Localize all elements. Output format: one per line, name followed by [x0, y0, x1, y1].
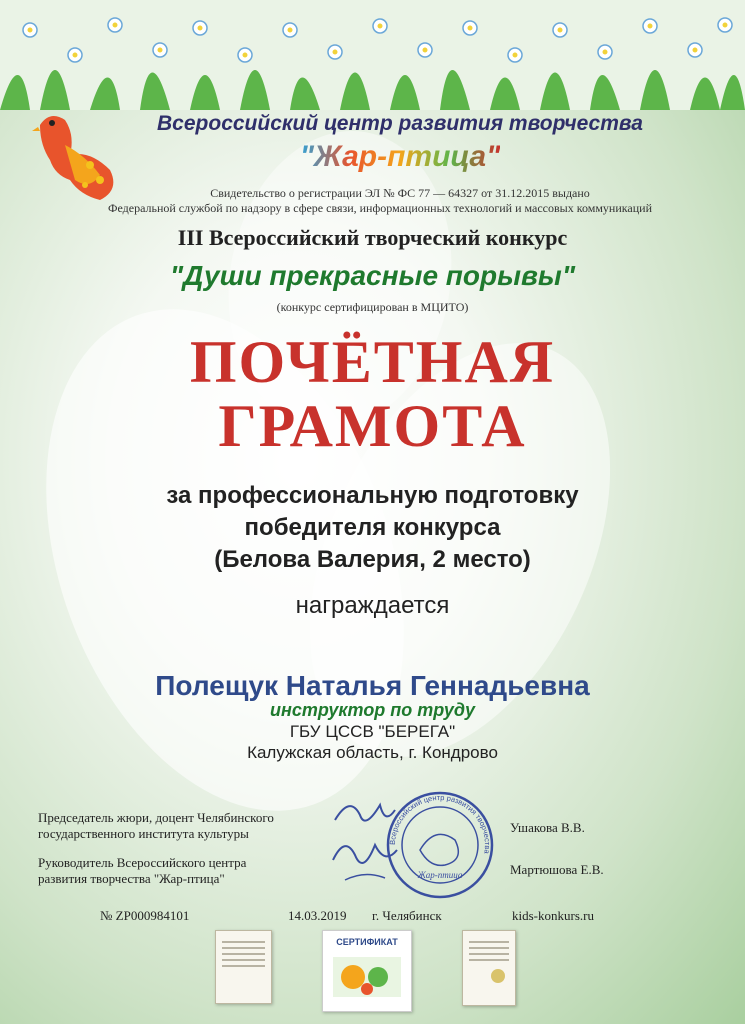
- chair-title: [38, 810, 274, 842]
- document-line: [469, 959, 509, 961]
- issue-city: г. Челябинск: [372, 908, 442, 923]
- website-link[interactable]: kids-konkurs.ru: [512, 908, 594, 923]
- recipient-position: инструктор по труду: [270, 700, 475, 720]
- head-name: Мартюшова Е.В.: [510, 862, 604, 877]
- chair-name: Ушакова В.В.: [510, 820, 585, 835]
- registration-line-2: Федеральной службой по надзору в сфере связи, информационных технологий и массовых коммуникаций: [107, 201, 652, 215]
- document-line: [469, 947, 509, 949]
- document-line: [222, 953, 265, 955]
- award-title-line-2: ГРАМОТА: [218, 393, 527, 459]
- document-line: [222, 965, 265, 967]
- head-title-line-2: развития творчества "Жар-птица": [38, 871, 225, 886]
- award-reason-line-2: победителя конкурса: [244, 514, 501, 541]
- stamp-ring-text: Всероссийский центр развития творчества: [387, 792, 493, 855]
- award-reason-line-3: (Белова Валерия, 2 место): [214, 546, 531, 573]
- head-title: [38, 855, 246, 887]
- contest-name: "Души прекрасные порывы": [169, 260, 576, 291]
- chair-title-line-2: государственного института культуры: [38, 826, 249, 841]
- flower-border: [0, 0, 745, 110]
- awarded-label: награждается: [295, 592, 450, 619]
- diploma-document-thumbnail: [462, 930, 516, 1006]
- chair-title-line-1: Председатель жюри, доцент Челябинского: [38, 810, 274, 825]
- document-line: [469, 953, 509, 955]
- official-stamp: [385, 790, 495, 900]
- recipient-organization: ГБУ ЦССВ "БЕРЕГА": [289, 722, 456, 741]
- award-title-line-1: ПОЧЁТНАЯ: [189, 329, 556, 395]
- contest-certification: (конкурс сертифицирован в МЦИТО): [276, 300, 469, 314]
- registration-line-1: Свидетельство о регистрации ЭЛ № ФС 77 — 64327 от 31.12.2015 выдано: [210, 186, 590, 200]
- organization-name-text: "Жар-птица": [299, 140, 501, 173]
- award-reason-line-1: за профессиональную подготовку: [166, 482, 579, 509]
- document-line: [222, 959, 265, 961]
- stamp-center-text: Жар-птица: [417, 870, 463, 880]
- organization-title: Всероссийский центр развития творчества: [157, 112, 643, 135]
- svg-text:Всероссийский центр развития т: [388, 793, 492, 855]
- document-seal: [491, 969, 505, 983]
- license-document-thumbnail: [215, 930, 272, 1004]
- head-title-line-1: Руководитель Всероссийского центра: [38, 855, 247, 870]
- document-line: [469, 941, 509, 943]
- certificate-graphic: [323, 947, 411, 1007]
- certificate-thumbnail: [322, 930, 412, 1012]
- organization-name: [60, 140, 740, 174]
- document-line: [222, 941, 265, 943]
- contest-title: III Всероссийский творческий конкурс: [177, 225, 568, 250]
- issue-date: 14.03.2019: [288, 908, 347, 923]
- document-line: [222, 947, 265, 949]
- recipient-region: Калужская область, г. Кондрово: [247, 743, 498, 762]
- recipient-name: Полещук Наталья Геннадьевна: [155, 670, 590, 701]
- certificate-label: СЕРТИФИКАТ: [336, 937, 398, 947]
- certificate-number: № ZP000984101: [100, 908, 190, 923]
